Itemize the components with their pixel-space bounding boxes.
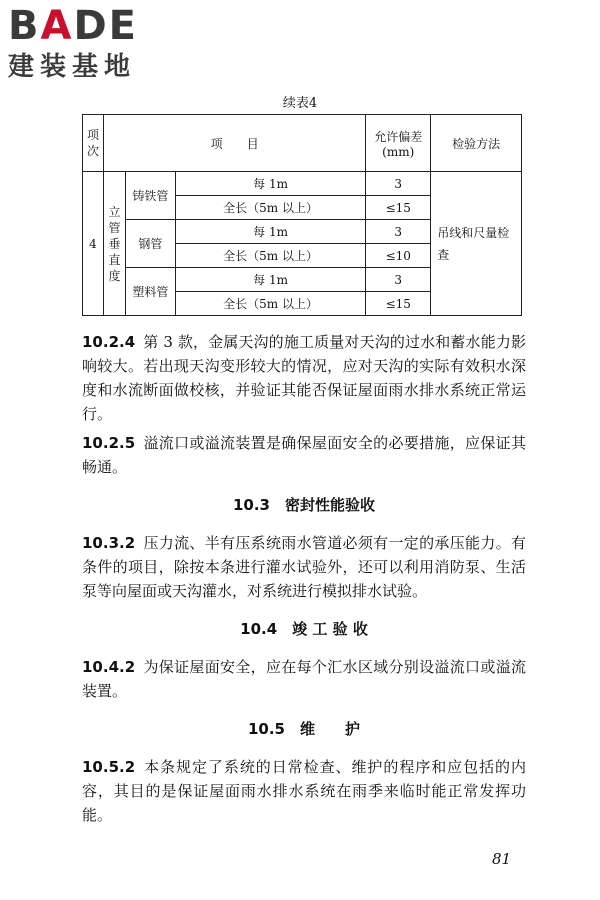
spec-cell: 每 1m [175, 172, 365, 196]
header-item: 项 目 [103, 115, 365, 172]
category-cell: 立管垂直度 [103, 172, 125, 316]
clause-text: 第 3 款，金属天沟的施工质量对天沟的过水和蓄水能力影响较大。若出现天沟变形较大的情况，应对天沟的实际有效积水深度和水流断面做校核，并验证其能否保证屋面雨水排水系统正常运行。 [82, 333, 526, 423]
value-cell: ≤10 [366, 244, 431, 268]
spec-cell: 全长（5m 以上） [175, 196, 365, 220]
value-cell: ≤15 [366, 292, 431, 316]
clause-text: 本条规定了系统的日常检查、维护的程序和应包括的内容，其目的是保证屋面雨水排水系统在雨季来临时能正常发挥功能。 [82, 758, 526, 824]
value-cell: 3 [366, 268, 431, 292]
section-heading-10-5: 10.5 维 护 [247, 720, 360, 738]
clause-text: 压力流、半有压系统雨水管道必须有一定的承压能力。有条件的项目，除按本条进行灌水试验外，还可以利用消防泵、生活泵等向屋面或天沟灌水，对系统进行模拟排水试验。 [82, 534, 526, 600]
spec-cell: 每 1m [175, 220, 365, 244]
method-cell: 吊线和尺量检查 [431, 172, 522, 316]
spec-cell: 全长（5m 以上） [175, 244, 365, 268]
table-row [83, 172, 522, 196]
clause-text: 溢流口或溢流装置是确保屋面安全的必要措施，应保证其畅通。 [82, 434, 526, 476]
paragraph-10-4-2 [82, 655, 526, 703]
logo-letter-a: A [40, 3, 74, 49]
clause-text: 为保证屋面安全，应在每个汇水区域分别设溢流口或溢流装置。 [82, 658, 526, 700]
logo-wordmark [8, 4, 138, 48]
header-seq: 项次 [83, 115, 104, 172]
value-cell: 3 [366, 220, 431, 244]
table-caption: 续表4 [282, 96, 318, 111]
section-heading-10-4: 10.4 竣 工 验 收 [240, 620, 368, 638]
paragraph-10-5-2 [82, 755, 526, 827]
clause-number: 10.4.2 [82, 658, 136, 676]
logo-letters-de: DE [73, 3, 138, 49]
logo-subtitle: 建装基地 [8, 52, 137, 82]
logo [8, 4, 138, 82]
paragraph-10-2-4 [82, 330, 526, 426]
clause-number: 10.2.5 [82, 434, 136, 452]
paragraph-10-2-5 [82, 431, 526, 479]
paragraph-10-3-2 [82, 531, 526, 603]
logo-letter-b: B [8, 3, 41, 49]
page-number: 81 [492, 850, 512, 868]
clause-number: 10.5.2 [82, 758, 136, 776]
body-text [82, 330, 526, 832]
header-method: 检验方法 [431, 115, 522, 172]
seq-cell: 4 [83, 172, 104, 316]
header-tolerance: 允许偏差(mm) [366, 115, 431, 172]
spec-table [82, 114, 522, 316]
section-heading-10-3: 10.3 密封性能验收 [232, 496, 375, 514]
clause-number: 10.3.2 [82, 534, 136, 552]
material-cell: 铸铁管 [125, 172, 175, 220]
value-cell: ≤15 [366, 196, 431, 220]
clause-number: 10.2.4 [82, 333, 136, 351]
spec-cell: 全长（5m 以上） [175, 292, 365, 316]
material-cell: 塑料管 [125, 268, 175, 316]
table-header-row [83, 115, 522, 172]
spec-cell: 每 1m [175, 268, 365, 292]
material-cell: 钢管 [125, 220, 175, 268]
value-cell: 3 [366, 172, 431, 196]
